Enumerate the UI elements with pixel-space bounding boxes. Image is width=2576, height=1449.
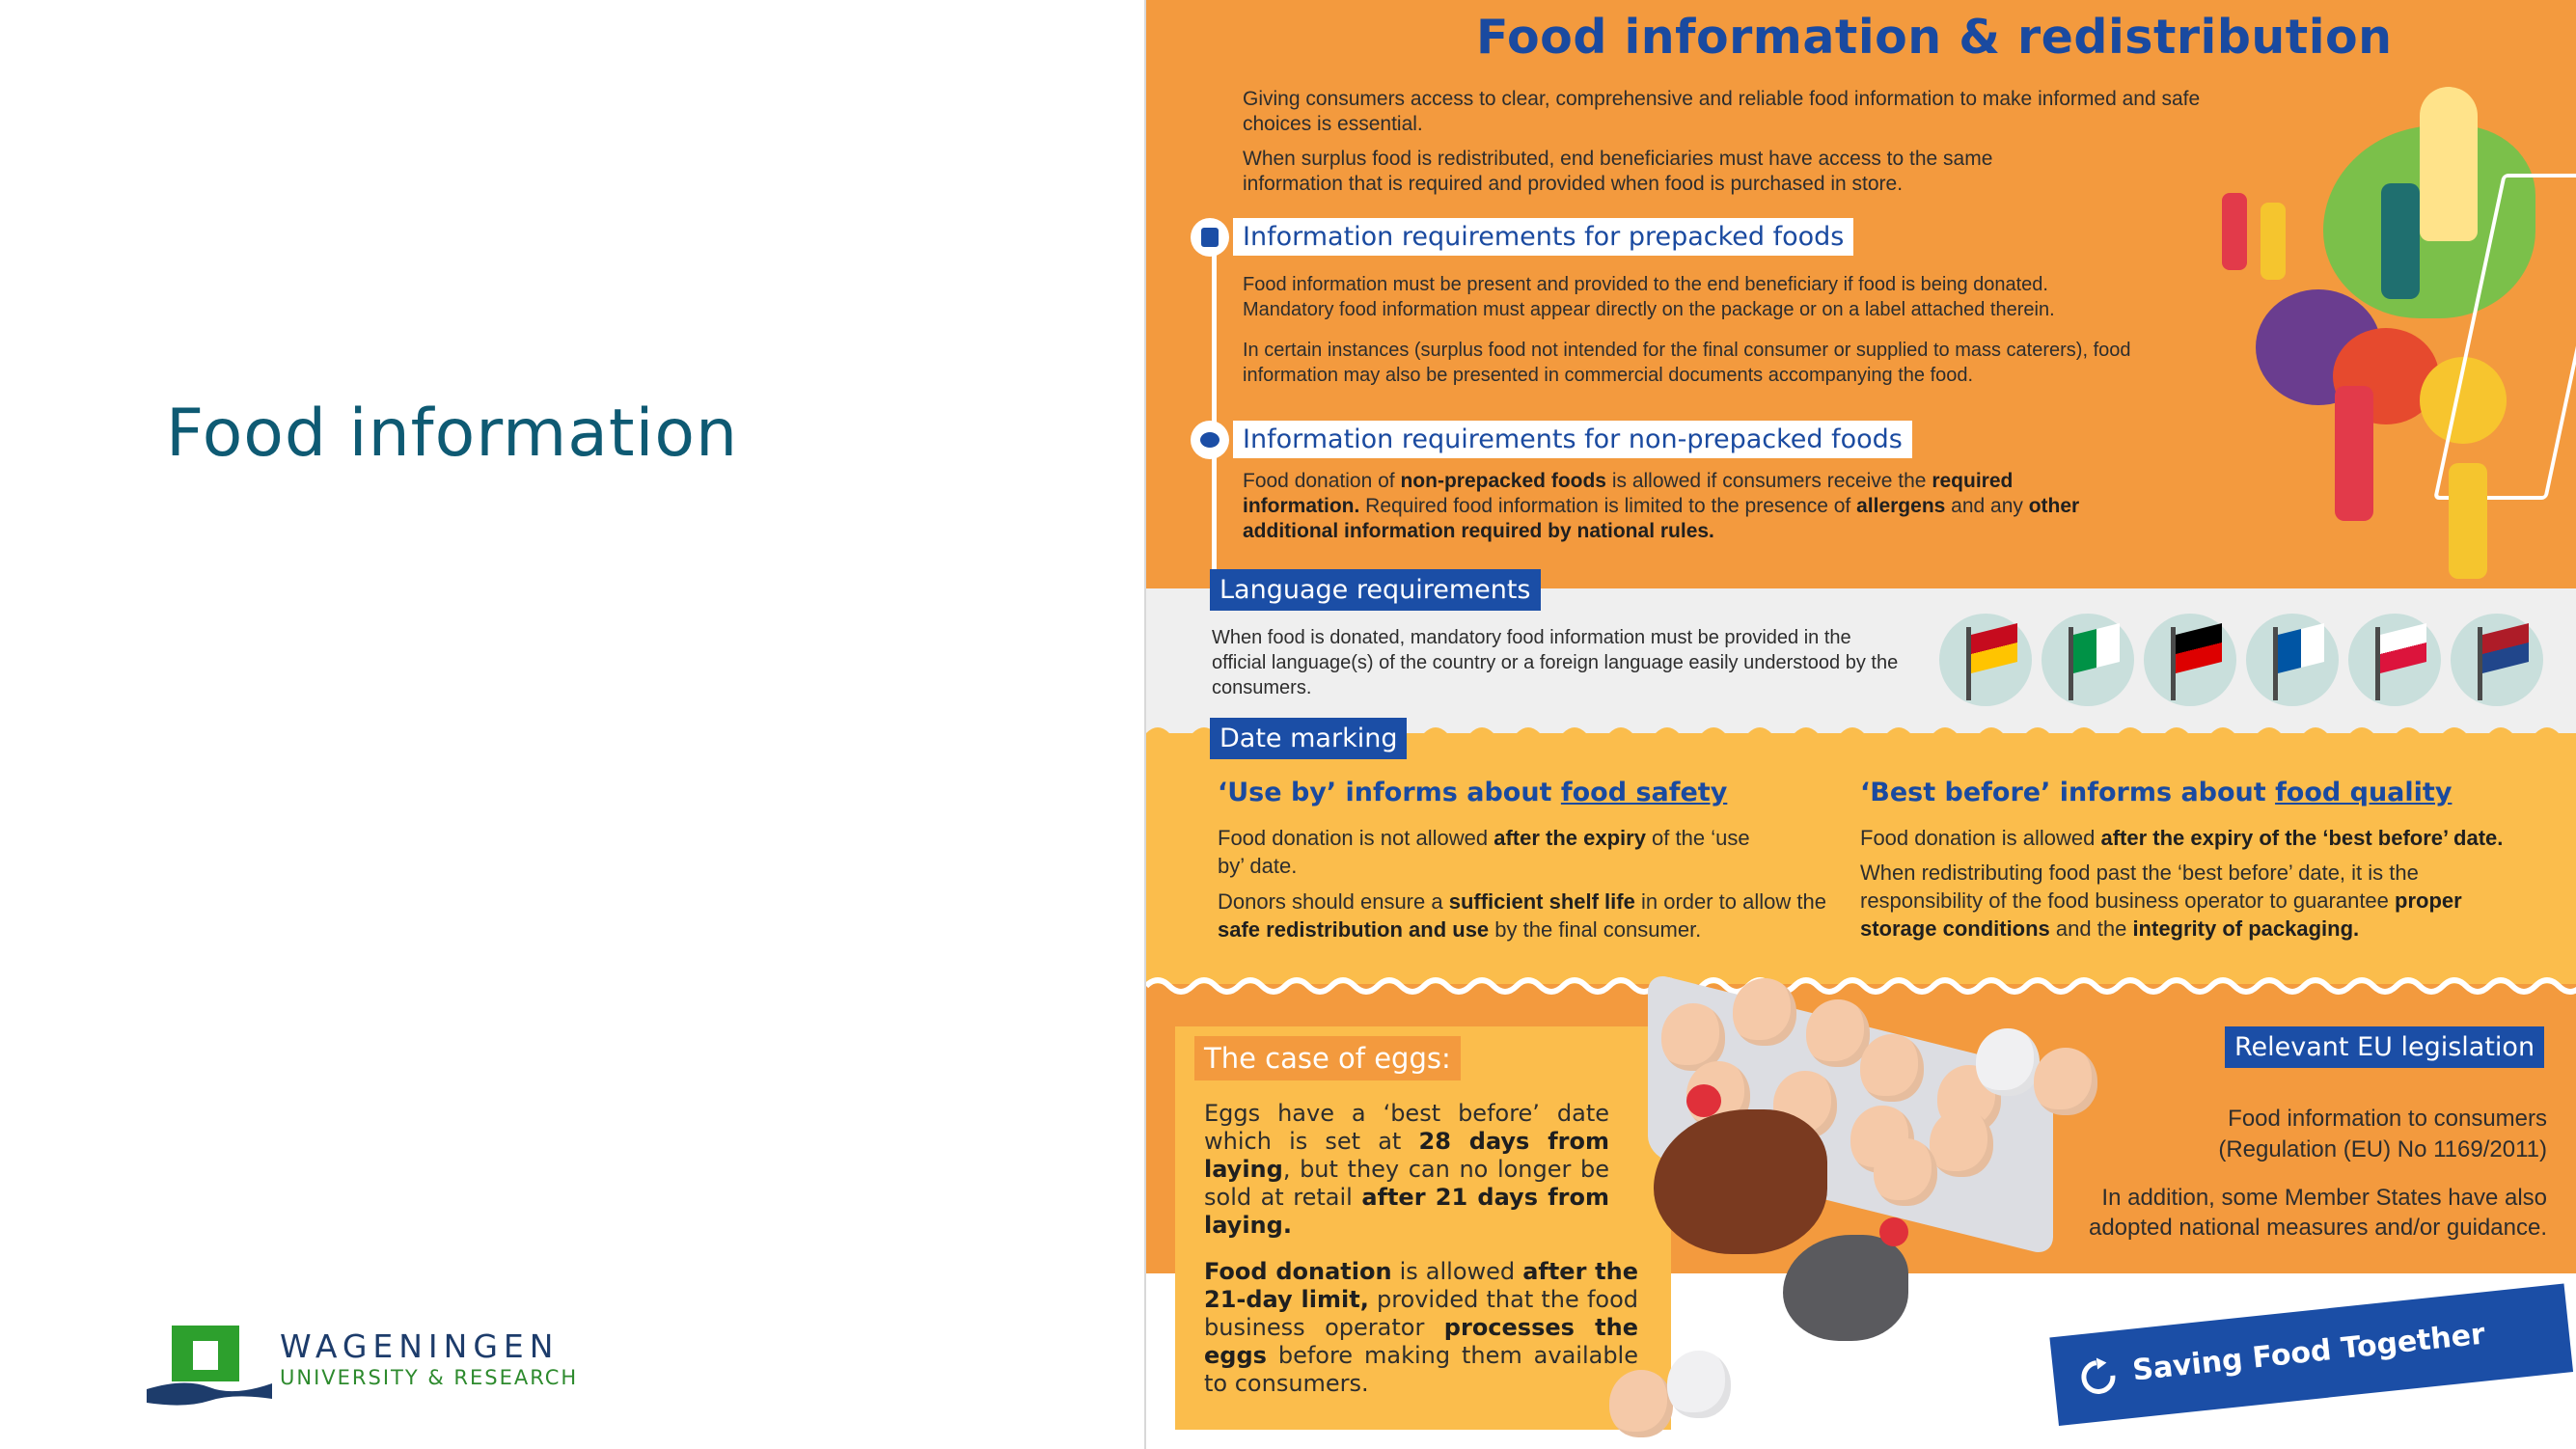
legislation-heading: Relevant EU legislation bbox=[2225, 1026, 2544, 1068]
eggs-paragraph-1: Eggs have a ‘best before’ date which is set at 28 days from laying, but they can no longer be sold at retail after 21 days from laying. bbox=[1204, 1100, 1609, 1239]
legislation-line-1: Food information to consumers bbox=[2228, 1106, 2547, 1132]
use-by-paragraph-1: Food donation is not allowed after the expiry of the ‘use by’ date. bbox=[1218, 826, 1750, 878]
italy-flag-icon bbox=[2042, 614, 2134, 706]
language-paragraph: When food is donated, mandatory food information must be provided in the official language(s) of the country or a foreign language easily understood by the consumers. bbox=[1212, 627, 1899, 698]
best-before-heading: ‘Best before’ informs about food quality bbox=[1860, 778, 2453, 807]
legislation-line-3: In addition, some Member States have also adopted national measures and/or guidance. bbox=[2088, 1185, 2547, 1241]
prepacked-paragraph-2: In certain instances (surplus food not intended for the final consumer or supplied to mass caterers), food information may also be presented in commercial documents accompanying the food. bbox=[1243, 340, 2131, 386]
egg-icon bbox=[1733, 978, 1796, 1046]
intro-paragraph-2: When surplus food is redistributed, end beneficiaries must have access to the same information that is required and provided when food is purchased in store. bbox=[1243, 148, 1993, 195]
prepacked-heading: Information requirements for prepacked foods bbox=[1233, 218, 1853, 256]
non-prepacked-icon bbox=[1191, 421, 1229, 459]
wur-name: WAGENINGEN bbox=[280, 1327, 560, 1365]
wur-logo-icon bbox=[147, 1320, 272, 1408]
refresh-icon bbox=[2075, 1353, 2122, 1400]
eggs-paragraph-2: Food donation is allowed after the 21-day limit, provided that the food business operator processes the eggs before making them available to consumers. bbox=[1204, 1258, 1639, 1397]
slide-title: Food information bbox=[166, 396, 739, 472]
legislation-line-2: (Regulation (EU) No 1169/2011) bbox=[2218, 1136, 2547, 1162]
egg-icon bbox=[1930, 1109, 1993, 1177]
date-marking-heading: Date marking bbox=[1210, 718, 1407, 759]
netherlands-flag-icon bbox=[2451, 614, 2543, 706]
spain-flag-icon bbox=[1939, 614, 2032, 706]
egg-icon bbox=[1609, 1370, 1673, 1437]
banner-text: Saving Food Together bbox=[2130, 1317, 2487, 1388]
infographic-title: Food information & redistribution bbox=[1476, 10, 2393, 65]
prepacked-icon bbox=[1191, 218, 1229, 257]
use-by-heading: ‘Use by’ informs about food safety bbox=[1218, 778, 1728, 807]
egg-icon bbox=[1667, 1351, 1731, 1418]
eggs-heading: The case of eggs: bbox=[1194, 1036, 1461, 1080]
non-prepacked-paragraph: Food donation of non-prepacked foods is allowed if consumers receive the required information. Required food information is limited to the presence of allergens and any other additional information required by national rules. bbox=[1243, 470, 2080, 542]
language-heading: Language requirements bbox=[1210, 569, 1541, 611]
wur-subtitle: UNIVERSITY & RESEARCH bbox=[280, 1366, 579, 1389]
best-before-paragraph-1: Food donation is allowed after the expiry of the ‘best before’ date. bbox=[1860, 826, 2504, 850]
use-by-paragraph-2: Donors should ensure a sufficient shelf life in order to allow the safe redistribution and use by the final consumer. bbox=[1218, 889, 1826, 942]
timeline-line bbox=[1212, 235, 1217, 583]
best-before-paragraph-2: When redistributing food past the ‘best before’ date, it is the responsibility of the food business operator to guarantee proper storage conditions and the integrity of packaging. bbox=[1860, 861, 2462, 941]
egg-icon bbox=[1860, 1034, 1924, 1102]
france-flag-icon bbox=[2246, 614, 2339, 706]
intro-paragraph-1: Giving consumers access to clear, comprehensive and reliable food information to make informed and safe choices is essential. bbox=[1243, 88, 2201, 135]
prepacked-paragraph-1: Food information must be present and provided to the end beneficiary if food is being donated. Mandatory food information must appear directly on the package or on a label attached therein. bbox=[1243, 274, 2055, 320]
egg-icon bbox=[1874, 1138, 1937, 1206]
egg-icon bbox=[1976, 1028, 2040, 1096]
egg-icon bbox=[1806, 999, 1870, 1067]
non-prepacked-heading: Information requirements for non-prepacked foods bbox=[1233, 421, 1912, 458]
poland-flag-icon bbox=[2348, 614, 2441, 706]
infographic bbox=[1146, 0, 2576, 1449]
vegetables-illustration bbox=[2130, 68, 2576, 588]
wur-logo bbox=[147, 1320, 590, 1408]
germany-flag-icon bbox=[2144, 614, 2236, 706]
